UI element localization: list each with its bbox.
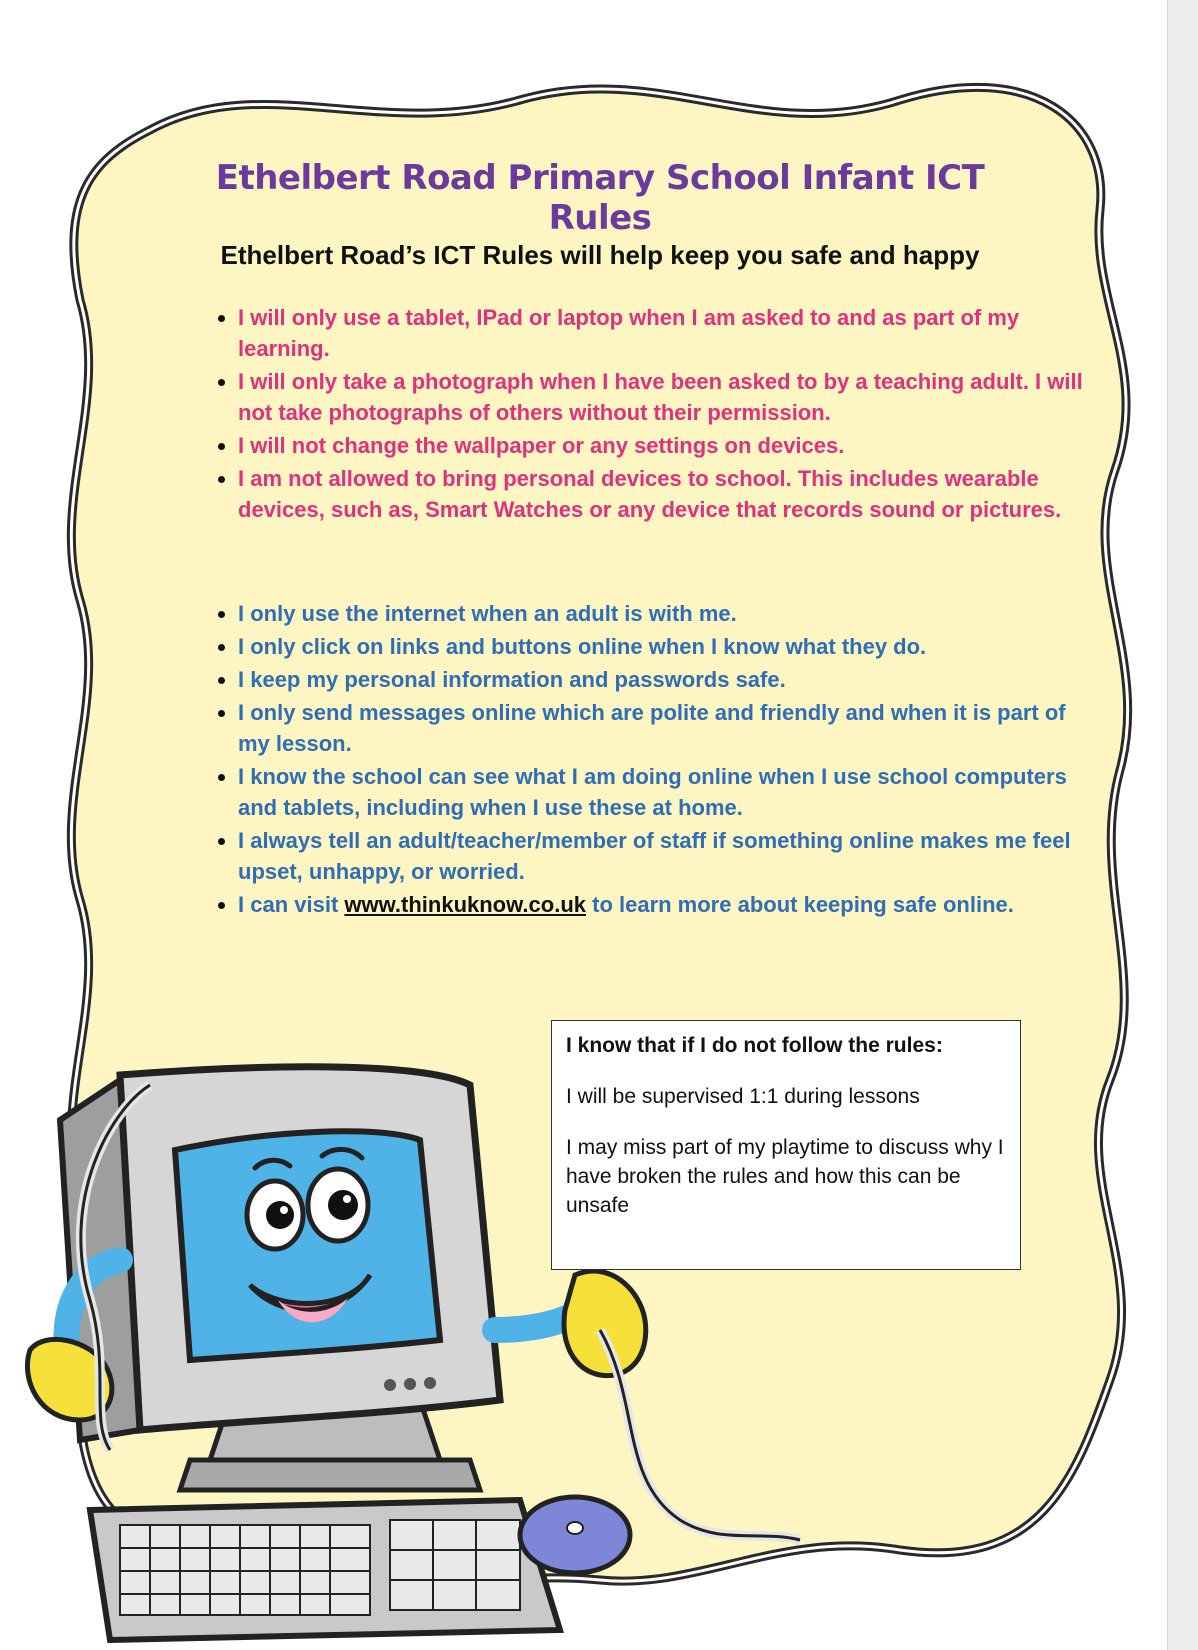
list-item: • I am not allowed to bring personal devices to school. This includes wearable devices, such as, Smart Watches or any device that records sound or pictures. [238,463,1088,525]
online-rules-list [200,598,1088,922]
page-subtitle: Ethelbert Road’s ICT Rules will help keep you safe and happy [220,240,980,270]
consequence-item: I will be supervised 1:1 during lessons [566,1085,920,1108]
list-item: • I will not change the wallpaper or any settings on devices. [238,430,1088,461]
thinkuknow-link[interactable]: www.thinkuknow.co.uk [344,892,586,917]
list-item: • I always tell an adult/teacher/member of staff if something online makes me feel upset, unhappy, or worried. [238,825,1088,887]
rule-text-after: to learn more about keeping safe online. [586,892,1014,917]
list-item: • I will only take a photograph when I have been asked to by a teaching adult. I will not take photographs of others without their permission. [238,366,1088,428]
list-item: • I only send messages online which are polite and friendly and when it is part of my lesson. [238,697,1088,759]
device-rules-list [200,302,1088,527]
list-item: • I keep my personal information and passwords safe. [238,664,1088,695]
consequences-box [551,1020,1021,1270]
page-title: Ethelbert Road Primary School Infant ICT Rules [215,158,985,238]
list-item: • I only use the internet when an adult is with me. [238,598,1088,629]
list-item: • I will only use a tablet, IPad or laptop when I am asked to and as part of my learning. [238,302,1088,364]
list-item: • I only click on links and buttons online when I know what they do. [238,631,1088,662]
consequence-item: I may miss part of my playtime to discuss why I have broken the rules and how this can be unsafe [566,1136,1004,1217]
rule-text-before: I can visit [238,892,345,917]
list-item-thinkuknow [238,889,1088,920]
consequences-heading: I know that if I do not follow the rules: [566,1034,943,1057]
list-item: • I know the school can see what I am doing online when I use school computers and tablets, including when I use these at home. [238,761,1088,823]
